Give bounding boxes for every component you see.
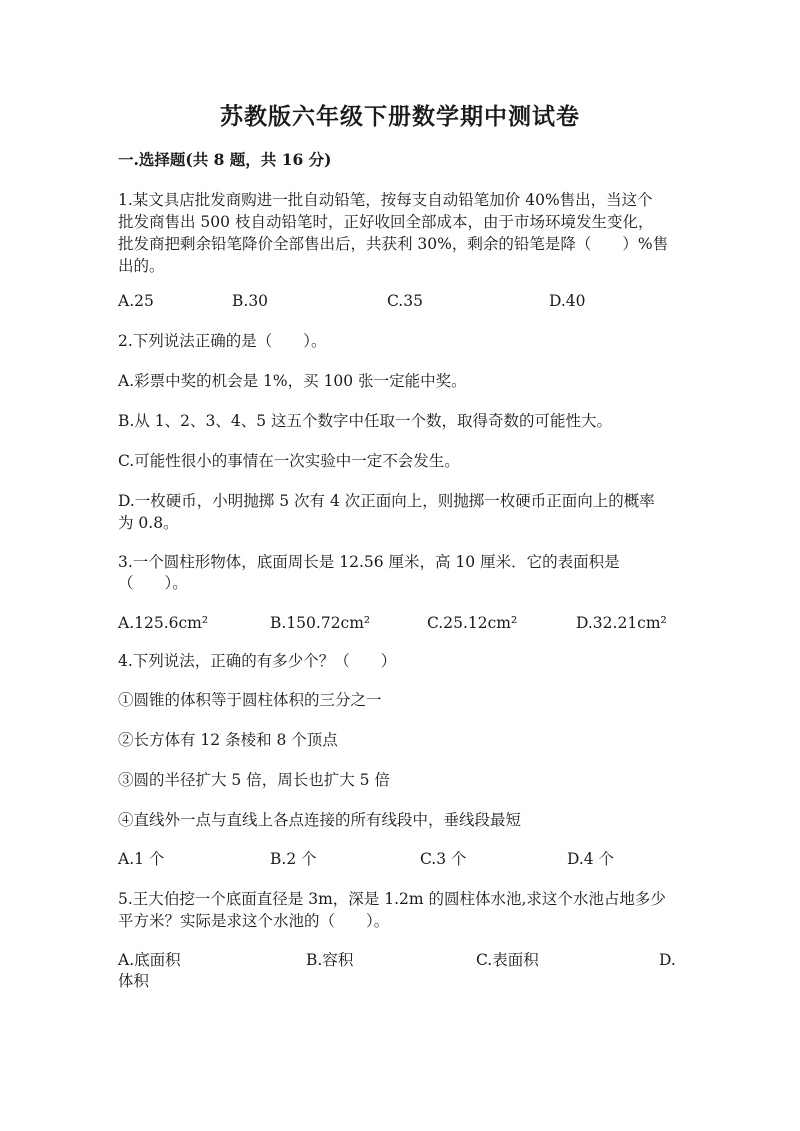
q3-option-d: D.32.21cm² <box>576 614 667 632</box>
q1-stem-line: 批发商把剩余铅笔降价全部售出后，共获利 30%，剩余的铅笔是降（ ）%售 <box>118 235 669 253</box>
q1-stem-line: 批发商售出 500 枝自动铅笔时，正好收回全部成本，由于市场环境发生变化， <box>118 213 654 231</box>
q3-stem-line: 3.一个圆柱形物体，底面周长是 12.56 厘米，高 10 厘米．它的表面积是 <box>118 553 620 571</box>
q5-option-d-text: 体积 <box>118 972 150 990</box>
q3-stem-line: （ ）。 <box>118 574 188 592</box>
q4-statement-4: ④直线外一点与直线上各点连接的所有线段中，垂线段最短 <box>118 811 522 829</box>
q3-option-a: A.125.6cm² <box>118 614 209 632</box>
q2-option-a: A.彩票中奖的机会是 1%，买 100 张一定能中奖。 <box>118 372 467 390</box>
q5-stem-line: 5.王大伯挖一个底面直径是 3m，深是 1.2m 的圆柱体水池,求这个水池占地多少 <box>118 890 666 908</box>
q1-option-a: A.25 <box>118 292 154 310</box>
q4-option-b: B.2 个 <box>270 850 317 868</box>
q5-option-d: D. <box>659 951 676 969</box>
q2-option-d: D.一枚硬币，小明抛掷 5 次有 4 次正面向上，则抛掷一枚硬币正面向上的概率 <box>118 492 655 510</box>
q2-option-d-continued: 为 0.8。 <box>118 514 179 532</box>
q4-statement-3: ③圆的半径扩大 5 倍，周长也扩大 5 倍 <box>118 771 390 789</box>
q1-option-d: D.40 <box>549 292 586 310</box>
q4-option-a: A.1 个 <box>118 850 165 868</box>
q4-statement-1: ①圆锥的体积等于圆柱体积的三分之一 <box>118 691 382 709</box>
q4-statement-2: ②长方体有 12 条棱和 8 个顶点 <box>118 731 338 749</box>
q5-option-c: C.表面积 <box>476 951 539 969</box>
q5-stem-line: 平方米？实际是求这个水池的（ ）。 <box>118 912 390 930</box>
q3-option-c: C.25.12cm² <box>427 614 518 632</box>
q1-option-b: B.30 <box>232 292 269 310</box>
q5-option-a: A.底面积 <box>118 951 181 969</box>
section-heading: 一.选择题(共 8 题，共 16 分) <box>118 150 332 169</box>
q2-option-b: B.从 1、2、3、4、5 这五个数字中任取一个数，取得奇数的可能性大。 <box>118 412 612 430</box>
q1-stem-line: 出的。 <box>118 257 165 275</box>
q4-option-d: D.4 个 <box>567 850 615 868</box>
q1-option-c: C.35 <box>387 292 423 310</box>
q3-option-b: B.150.72cm² <box>270 614 371 632</box>
q2-stem: 2.下列说法正确的是（ ）。 <box>118 332 327 350</box>
q5-option-b: B.容积 <box>306 951 354 969</box>
page-title: 苏教版六年级下册数学期中测试卷 <box>220 103 580 130</box>
q4-stem: 4.下列说法，正确的有多少个？（ ） <box>118 652 397 670</box>
q4-option-c: C.3 个 <box>420 850 467 868</box>
q1-stem-line: 1.某文具店批发商购进一批自动铅笔，按每支自动铅笔加价 40%售出，当这个 <box>118 191 653 209</box>
q2-option-c: C.可能性很小的事情在一次实验中一定不会发生。 <box>118 452 460 470</box>
